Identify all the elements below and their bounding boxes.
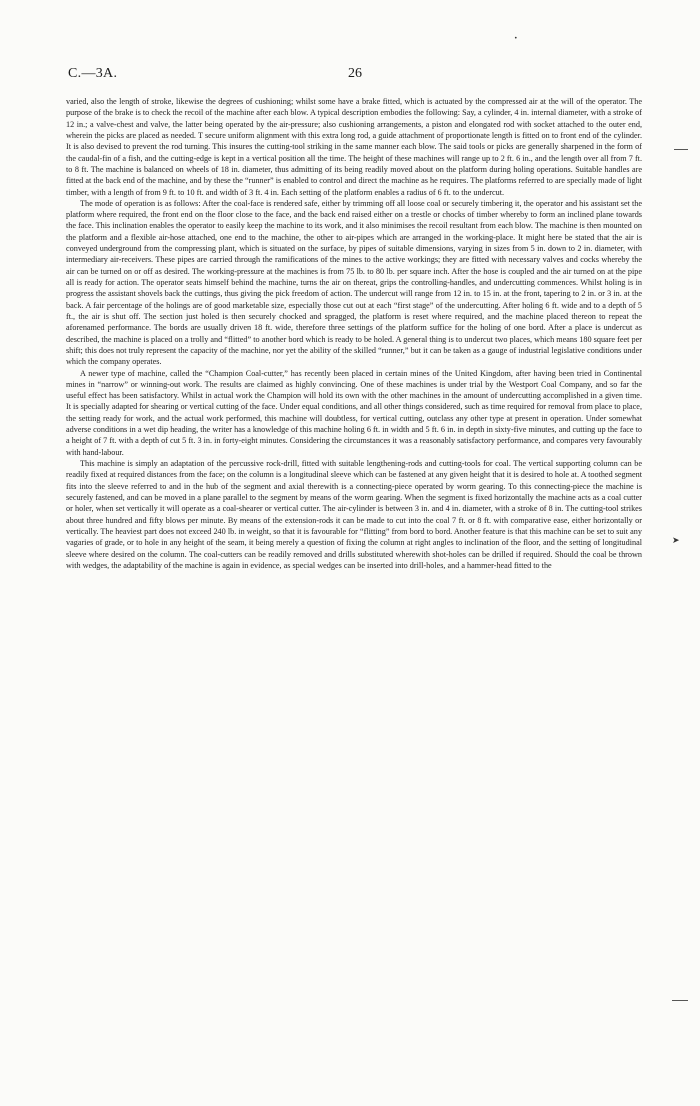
body-text	[66, 96, 642, 571]
paragraph-rock-drill-adaptation: This machine is simply an adaptation of the percussive rock-drill, fitted with suitable lengthening-rods and cutting-tools for coal. The vertical supporting column can be readily fixed at required distances from the face; on the column is a longitudinal sleeve which can be fastened at any given height that it is desired to hole at. A toothed segment fits into the sleeve referred to and in the hub of the segment and axial therewith is a connecting-piece operated by worm gearing. To this connecting-piece the machine is securely fastened, and can be moved in a plane parallel to the segment by means of the worm gearing. When the segment is fixed horizontally the machine acts as a coal cutter or holer, when set vertically it will operate as a coal-shearer or vertical cutter. The air-cylinder is between 3 in. and 4 in. diameter, with a stroke of 8 in. The cutting-tool strikes about three hundred and fifty blows per minute. By means of the extension-rods it can be made to cut into the coal 7 ft. or 8 ft. with comparative ease, either horizontally or vertically. The heaviest part does not exceed 240 lb. in weight, so that it is favourable for “flitting” from bord to bord. Another feature is that this machine can be set to suit any vagaries of grade, or to hole in any height of the seam, it being merely a question of fixing the column at right angles to inclination of the floor, and the setting of longitudinal sleeve where desired on the column. The coal-cutters can be readily removed and drills substituted wherewith shot-holes can be drilled if required. Should the coal be thrown with wedges, the adaptability of the machine is again in evidence, as special wedges can be inserted into drill-holes, and a hammer-head fitted to the	[66, 459, 642, 570]
margin-dot: •	[514, 35, 518, 42]
paragraph-champion-coal-cutter: A newer type of machine, called the “Champion Coal-cutter,” has recently been placed in certain mines of the United Kingdom, after having been tried in Continental mines in “narrow” or winning-out work. The results are claimed as highly convincing. One of these machines is under trial by the Westport Coal Company, and so far the useful effect has been satisfactory. Whilst in actual work the Champion will hold its own with the other machines in the amount of undercutting accomplished in a given time. It is specially adapted for shearing or vertical cutting of the face. Under equal conditions, and all other things considered, such as time required for removal from place to place, the setting ready for work, and the actual work performed, this machine will doubtless, for vertical cutting, outclass any other type at present in operation. Under somewhat adverse conditions in a wet dip heading, the writer has a knowledge of this machine holing 6 ft. in width and 5 ft. 6 in. in depth in sixty-five minutes, and cutting up the face to a height of 7 ft. with a depth of cut 5 ft. 3 in. in forty-eight minutes. Considering the circumstances it was a reasonably satisfactory performance, and compares very favourably with hand-labour.	[66, 368, 642, 457]
paragraph-continuation: varied, also the length of stroke, likewise the degrees of cushioning; whilst some have a brake fitted, which is actuated by the compressed air at the will of the operator. The purpose of the brake is to check the recoil of the machine after each blow. A typical description embodies the following: Say, a cylinder, 4 in. internal diameter, with a stroke of 12 in.; a valve-chest and valve, the latter being operated by the air-pressure; also cushioning arrangements, a piston and elongated rod with socket attached to the outer end, wherein the picks are placed as needed. T secure uniform alignment with this extra long rod, a guide attachment of proportionate length is fitted on to front end of the cylinder. It is also devised to prevent the rod turning. This insures the cutting-tool striking in the same manner each blow. The said tools or picks are generally sharpened in the form of the caudal-fin of a fish, and the cutting-edge is kept in a vertical position all the time. The height of these machines will range up to 2 ft. 6 in., and the length over all from 7 ft. to 8 ft. The machine is balanced on wheels of 18 in. diameter, thus admitting of its being readily moved about on the platform during holing operations. Suitable handles are fitted at the back end of the machine, and by these the “runner” is enabled to control and direct the machine as he requires. The platforms referred to are specially made of light timber, with a length of from 9 ft. to 10 ft. and width of 3 ft. 4 in. Each setting of the platform enables a radius of 6 ft. to the undercut.	[66, 97, 642, 197]
margin-arrow-icon: ➤	[672, 536, 680, 546]
page-id: C.—3A.	[68, 66, 118, 81]
page-header	[68, 66, 642, 86]
margin-dash-mark	[674, 149, 688, 150]
page-number: 26	[348, 66, 362, 81]
margin-dash-mark-lower	[672, 1000, 688, 1001]
paragraph-mode-of-operation: The mode of operation is as follows: After the coal-face is rendered safe, either by trimming off all loose coal or securely timbering it, the operator and his assistant set the platform where required, the front end on the floor close to the face, and the back end raised either on a trestle or chocks of timber whereby to form an inclined plane towards the face. This inclination enables the operator to easily keep the machine to its work, and it also minimises the recoil resultant from each blow. The machine is then mounted on the platform and a flexible air-hose attached, one end to the machine, the other to air-pipes which are arranged in the working-place. It might here be stated that the air is conveyed underground from the compressing plant, which is situated on the surface, by pipes of suitable dimensions, varying in sizes from 5 in. down to 2 in. diameter, with intermediary air-receivers. These pipes are carried through the ramifications of the mines to the active workings; they are fitted with necessary valves and cocks whereby the air can be turned on or off as desired. The working-pressure at the machines is from 75 lb. to 80 lb. per square inch. After the hose is coupled and the air turned on at the pipe all is ready for action. The operator seats himself behind the machine, turns the air on thereat, grips the controlling-handles, and undercutting commences. Whilst holing is in progress the assistant shovels back the cuttings, thus giving the pick freedom of action. The undercut will range from 12 in. to 15 in. at the front, tapering to 2 in. or 3 in. at the back. A fair percentage of the holings are of good marketable size, especially those cut out at each “first stage” of the undercutting. After holing 6 ft. wide and to a depth of 5 ft., the air is shut off. The section just holed is then securely chocked and spragged, the platform is reset where required, and the machine placed thereon to repeat the aforenamed performance. The bords are usually driven 18 ft. wide, therefore three settings of the platform suffice for the holing of one bord. After a place is undercut as described, the machine is placed on a trolly and “flitted” to another bord which is ready to be holed. A general thing is to undercut two places, which means 180 square feet per shift; this does not truly represent the capacity of the machine, nor yet the ability of the skilled “runner,” but it can be taken as a gauge of industrial legislative conditions under which the company operates.	[66, 198, 642, 367]
